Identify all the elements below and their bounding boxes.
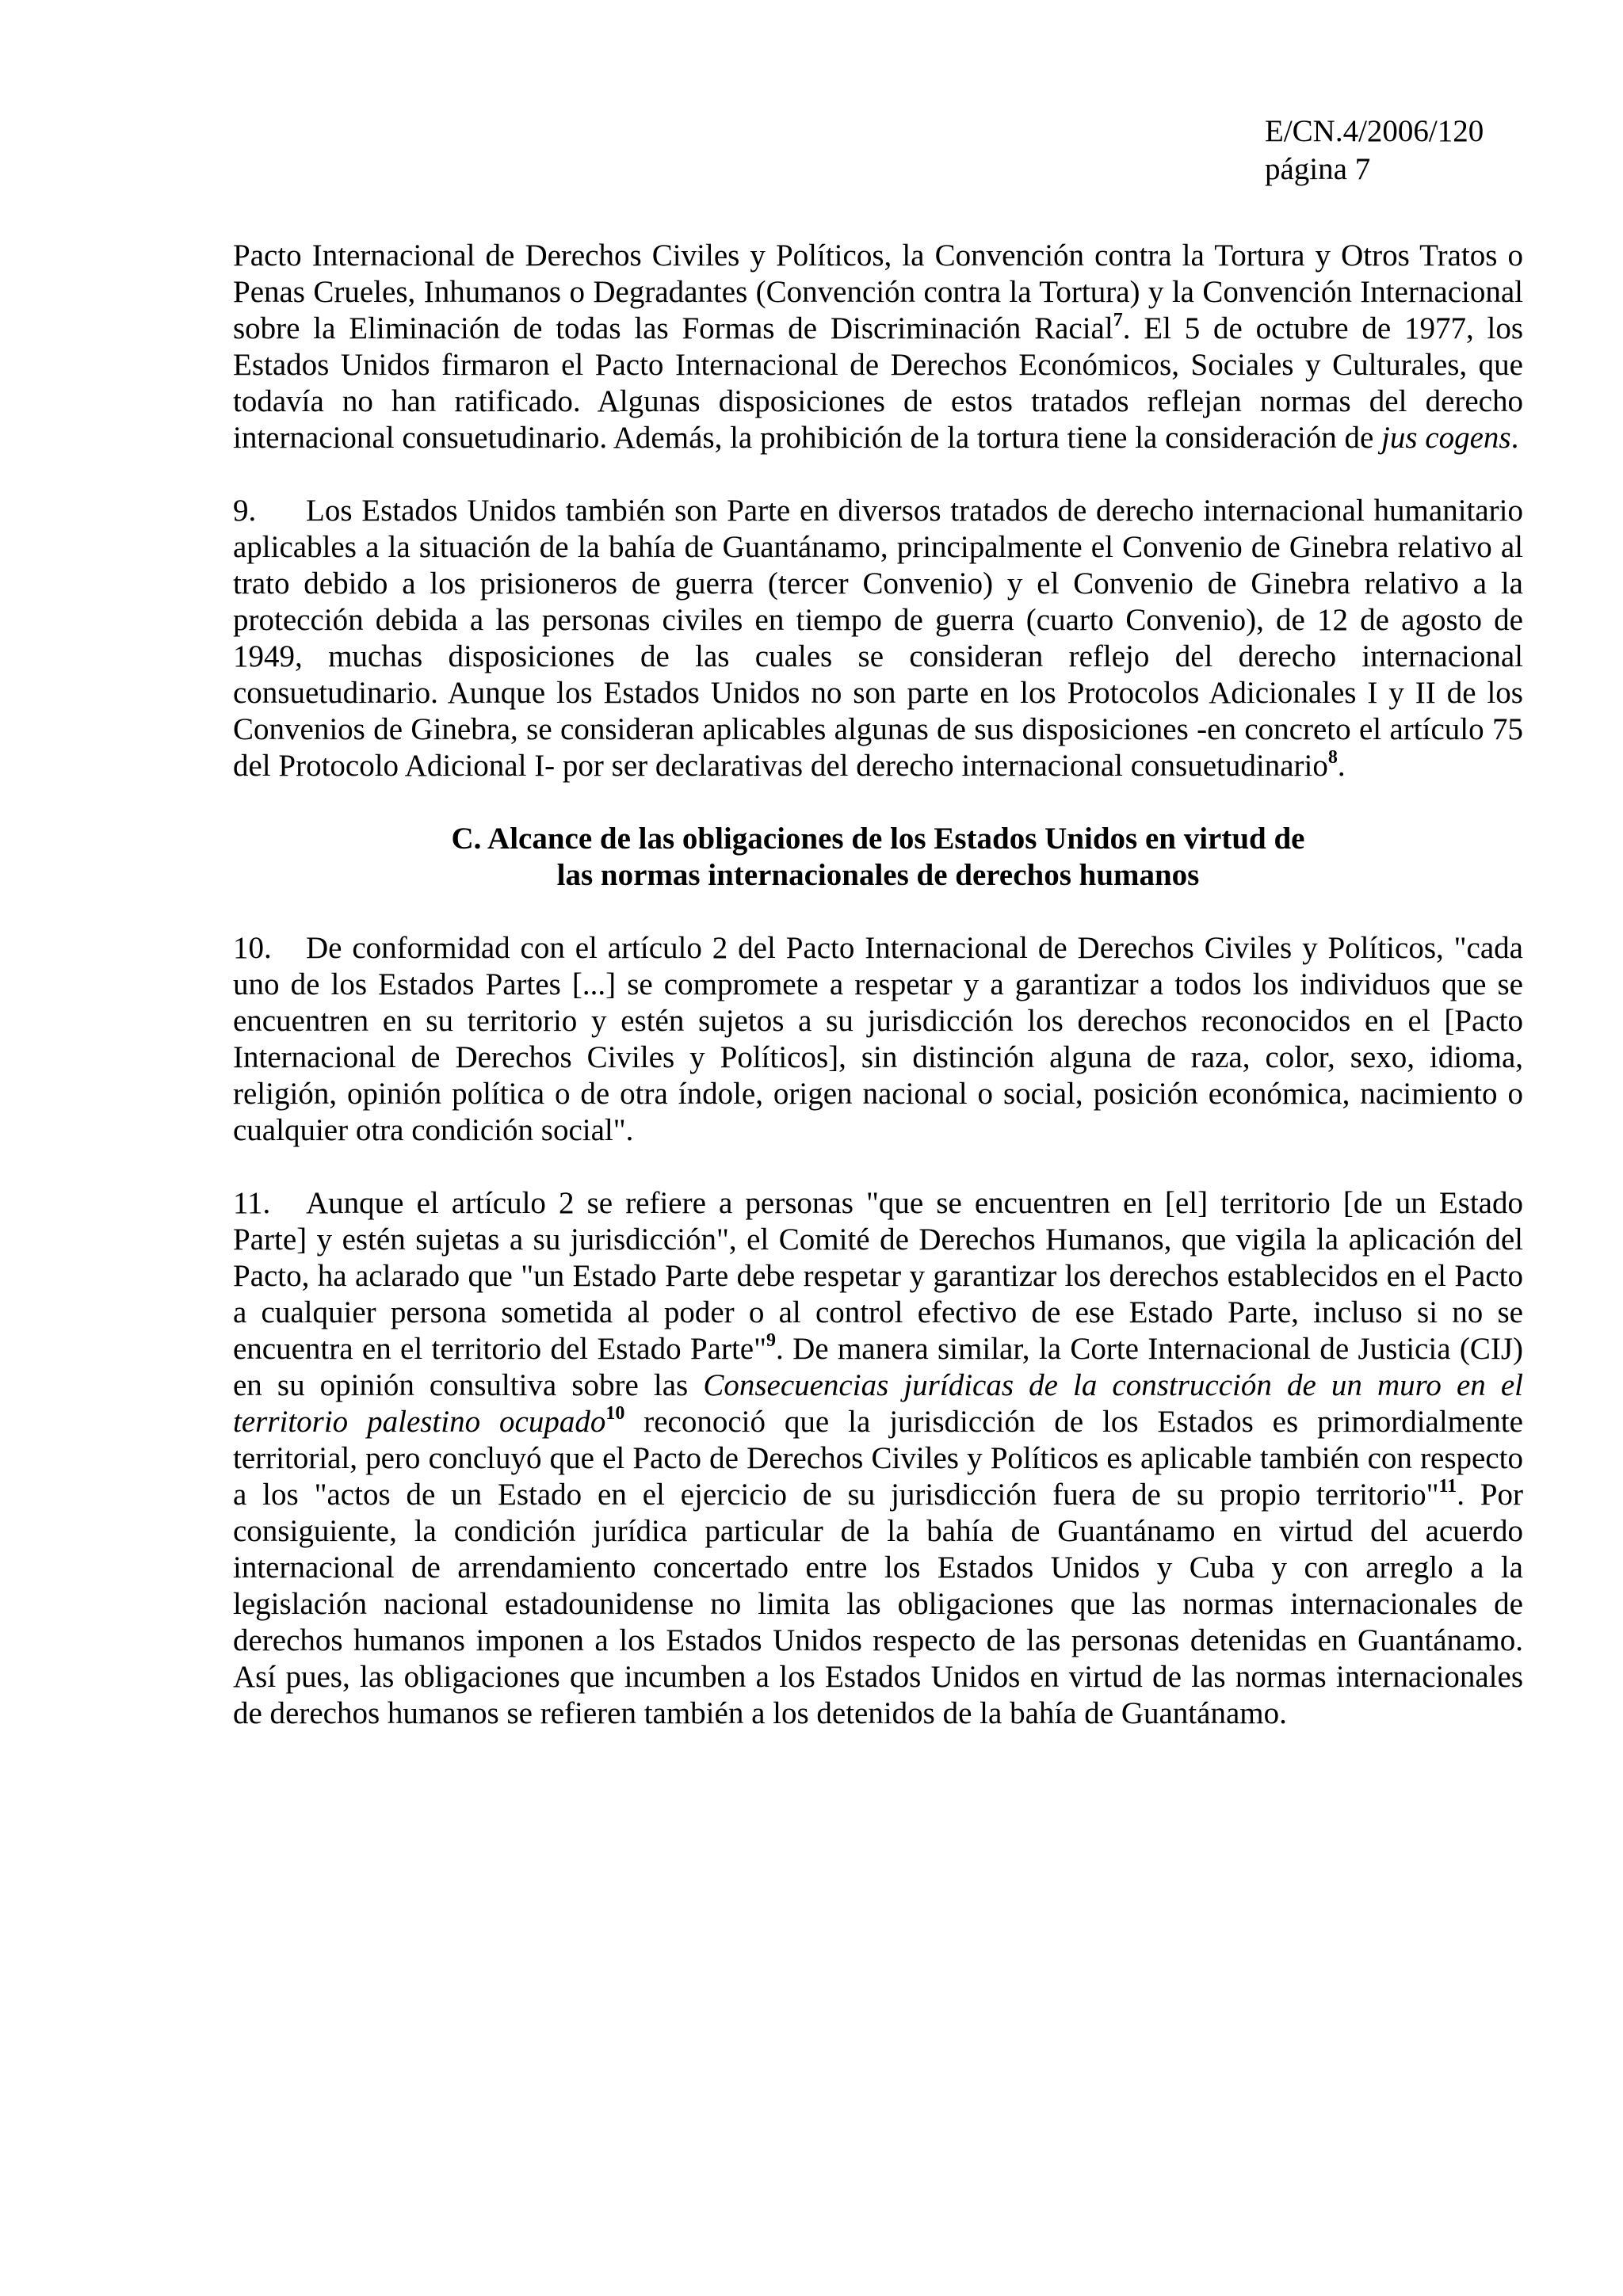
paragraph-number: 10.: [233, 931, 272, 965]
paragraph-text: . Por consiguiente, la condición jurídica particular de la bahía de Guantánamo en virtud del acuerdo internacional de arrendamiento concertado entre los Estados Unidos y Cuba y con arreglo a la legislación nacional estadounidense no limita las obligaciones que las normas internacionales de derechos humanos imponen a los Estados Unidos respecto de las personas detenidas en Guantánamo. Así pues, las obligaciones que incumben a los Estados Unidos en virtud de las normas internacionales de derechos humanos se refieren también a los detenidos de la bahía de Guantánamo.: [233, 1478, 1523, 1730]
footnote-ref-9: 9: [766, 1330, 777, 1351]
paragraph-text: .: [1337, 749, 1346, 783]
paragraph-number: 11.: [233, 1186, 271, 1220]
italic-title: Consecuencias jurídicas de la construcción de un muro en el territorio palestino ocupado: [233, 1368, 1524, 1439]
paragraph-text: . El 5 de octubre de 1977, los Estados Unidos firmaron el Pacto Internacional de Derechos Económicos, Sociales y Culturales, que todavía no han ratificado. Algunas disposiciones de estos tratados reflejan normas del derecho internacional consuetudinario. Además, la prohibición de la tortura tiene la consideración de: [233, 311, 1523, 455]
section-heading-c: [233, 821, 1523, 894]
section-heading-line-1: C. Alcance de las obligaciones de los Estados Unidos en virtud de: [451, 822, 1305, 856]
footnote-ref-8: 8: [1327, 747, 1338, 768]
paragraph-text: . De manera similar, la Corte Internacional de Justicia (CIJ) en su opinión consultiva sobre las: [233, 1332, 1524, 1402]
paragraph-text: Pacto Internacional de Derechos Civiles y Políticos, la Convención contra la Tortura y Otros Tratos o Penas Crueles, Inhumanos o Degradantes (Convención contra la Tortura) y la Convención Internacional sobre la Eliminación de todas las Formas de Discriminación Racial: [233, 238, 1523, 345]
page-header: [1265, 113, 1550, 189]
paragraph-number: 9.: [233, 494, 257, 528]
footnote-ref-10: 10: [605, 1403, 625, 1424]
paragraph-11: [233, 1185, 1523, 1732]
paragraph-text: Aunque el artículo 2 se refiere a personas "que se encuentren en [el] territorio [de un Estado Parte] y estén sujetas a su jurisdicción", el Comité de Derechos Humanos, que vigila la aplicación del Pacto, ha aclarado que "un Estado Parte debe respetar y garantizar los derechos establecidos en el Pacto a cualquier persona sometida al poder o al control efectivo de ese Estado Parte, incluso si no se encuentra en el territorio del Estado Parte": [233, 1186, 1523, 1366]
paragraph-text: Los Estados Unidos también son Parte en diversos tratados de derecho internacional humanitario aplicables a la situación de la bahía de Guantánamo, principalmente el Convenio de Ginebra relativo al trato debido a los prisioneros de guerra (tercer Convenio) y el Convenio de Ginebra relativo a la protección debida a las personas civiles en tiempo de guerra (cuarto Convenio), de 12 de agosto de 1949, muchas disposiciones de las cuales se consideran reflejo del derecho internacional consuetudinario. Aunque los Estados Unidos no son parte en los Protocolos Adicionales I y II de los Convenios de Ginebra, se consideran aplicables algunas de sus disposiciones -en concreto el artículo 75 del Protocolo Adicional I- por ser declarativas del derecho internacional consuetudinario: [233, 494, 1523, 783]
paragraph-9: [233, 493, 1523, 784]
paragraph-text: De conformidad con el artículo 2 del Pacto Internacional de Derechos Civiles y Políticos, "cada uno de los Estados Partes [...] se compromete a respetar y a garantizar a todos los individuos que se encuentren en su territorio y estén sujetos a su jurisdicción los derechos reconocidos en el [Pacto Internacional de Derechos Civiles y Políticos], sin distinción alguna de raza, color, sexo, idioma, religión, opinión política o de otra índole, origen nacional o social, posición económica, nacimiento o cualquier otra condición social".: [233, 931, 1523, 1147]
document-symbol: E/CN.4/2006/120: [1265, 114, 1484, 148]
document-body: [233, 238, 1523, 1732]
page-number: página 7: [1265, 152, 1371, 186]
italic-term: jus cogens: [1381, 421, 1511, 455]
footnote-ref-11: 11: [1438, 1476, 1457, 1497]
paragraph-text: reconoció que la jurisdicción de los Estados es primordialmente territorial, pero concluyó que el Pacto de Derechos Civiles y Políticos es aplicable también con respecto a los "actos de un Estado en el ejercicio de su jurisdicción fuera de su propio territorio": [233, 1405, 1523, 1512]
paragraph-10: [233, 930, 1523, 1149]
section-heading-line-2: las normas internacionales de derechos humanos: [556, 858, 1200, 892]
footnote-ref-7: 7: [1113, 310, 1123, 330]
paragraph-8-continued: [233, 238, 1523, 456]
paragraph-text: .: [1510, 421, 1519, 455]
